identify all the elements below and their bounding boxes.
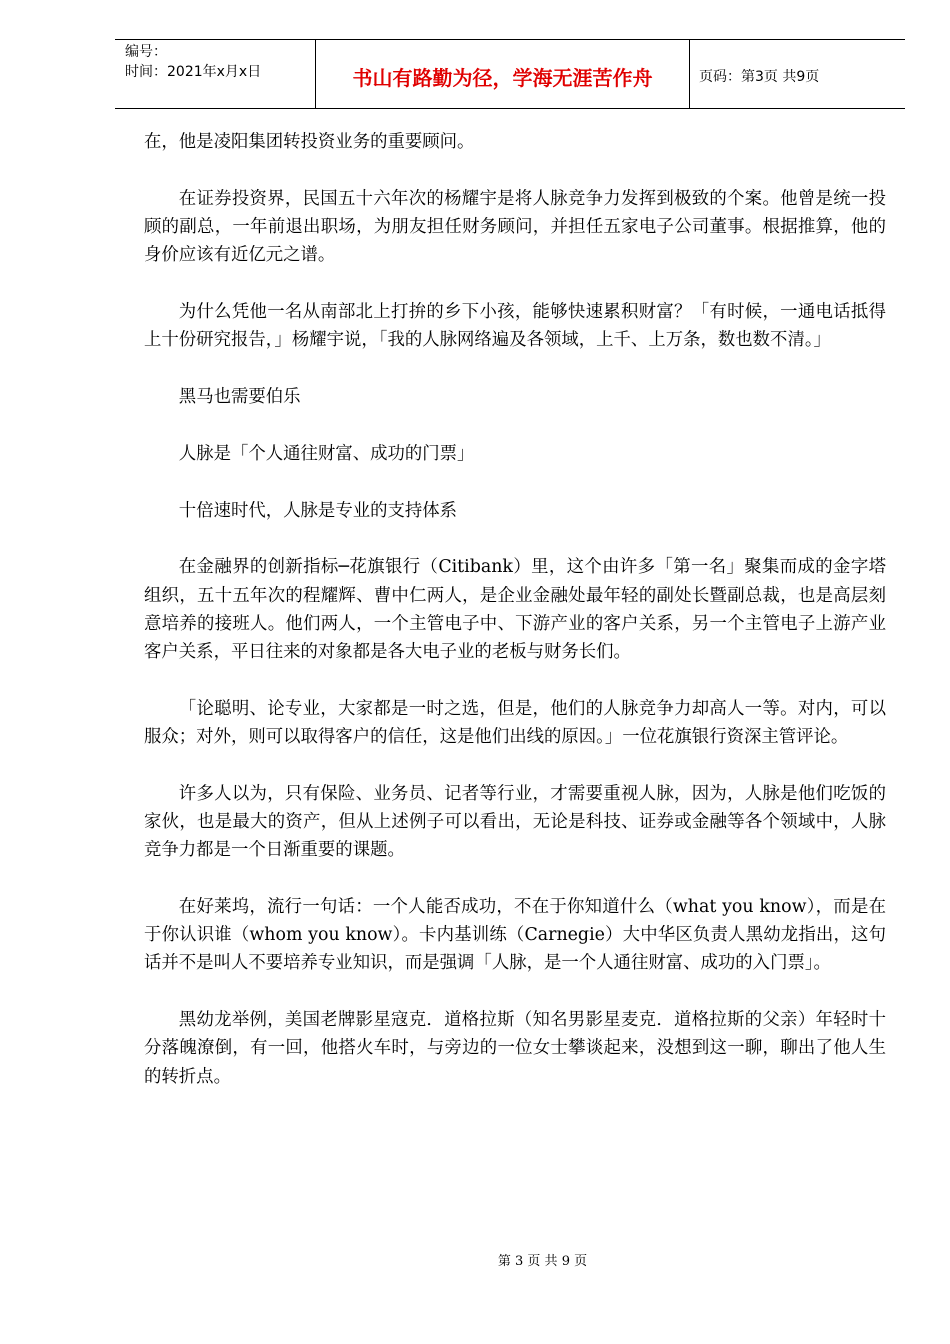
page-header — [115, 39, 905, 109]
paragraph: 黑幼龙举例，美国老牌影星寇克．道格拉斯（知名男影星麦克．道格拉斯的父亲）年轻时十分落魄潦倒，有一回，他搭火车时，与旁边的一位女士攀谈起来，没想到这一聊，聊出了他人生的转折点。 — [144, 1010, 886, 1087]
paragraph: 在金融界的创新指标─花旗银行（Citibank）里，这个由许多「第一名」聚集而成的金字塔组织，五十五年次的程耀辉、曹中仁两人，是企业金融处最年轻的副处长暨副总裁，也是高层刻意培养的接班人。他们两人，一个主管电子中、下游产业的客户关系，另一个主管电子上游产业客户关系，平日往来的对象都是各大电子业的老板与财务长们。 — [144, 557, 886, 662]
paragraph: 在，他是凌阳集团转投资业务的重要顾问。 — [144, 132, 475, 152]
document-body — [144, 128, 886, 1119]
paragraph: 在证券投资界，民国五十六年次的杨耀宇是将人脉竞争力发挥到极致的个案。他曾是统一投顾的副总，一年前退出职场，为朋友担任财务顾问，并担任五家电子公司董事。根据推算，他的身价应该有近亿元之谱。 — [144, 188, 886, 266]
page-footer: 第 3 页 共 9 页 — [497, 1254, 588, 1269]
section-heading: 黑马也需要伯乐 — [178, 387, 301, 407]
paragraph: 为什么凭他一名从南部北上打拚的乡下小孩，能够快速累积财富？「有时候，一通电话抵得上十份研究报告，」杨耀宇说，「我的人脉网络遍及各领域，上千、上万条，数也数不清。」 — [144, 302, 886, 351]
header-meta — [115, 40, 316, 108]
section-heading: 十倍速时代，人脉是专业的支持体系 — [178, 500, 458, 521]
document-number-label: 编号： — [125, 44, 167, 60]
paragraph: 在好莱坞，流行一句话：一个人能否成功，不在于你知道什么（what you know），而是在于你认识谁（whom you know）。卡内基训练（Carnegie）大中华区负责人黑幼龙指出，这句话并不是叫人不要培养专业知识，而是强调「人脉，是一个人通往财富、成功的入门票」。 — [144, 897, 886, 974]
document-time-label: 时间：2021年x月x日 — [125, 64, 262, 80]
header-page-label: 页码：第3页 共9页 — [699, 69, 820, 85]
paragraph: 「论聪明、论专业，大家都是一时之选，但是，他们的人脉竞争力却高人一等。对内，可以服众；对外，则可以取得客户的信任，这是他们出线的原因。」一位花旗银行资深主管评论。 — [144, 698, 886, 747]
paragraph: 许多人以为，只有保险、业务员、记者等行业，才需要重视人脉，因为，人脉是他们吃饭的家伙，也是最大的资产，但从上述例子可以看出，无论是科技、证券或金融等各个领域中，人脉竞争力都是一个日渐重要的课题。 — [144, 783, 886, 861]
section-heading: 人脉是「个人通往财富、成功的门票」 — [178, 443, 475, 464]
header-motto: 书山有路勤为径，学海无涯苦作舟 — [316, 40, 690, 108]
